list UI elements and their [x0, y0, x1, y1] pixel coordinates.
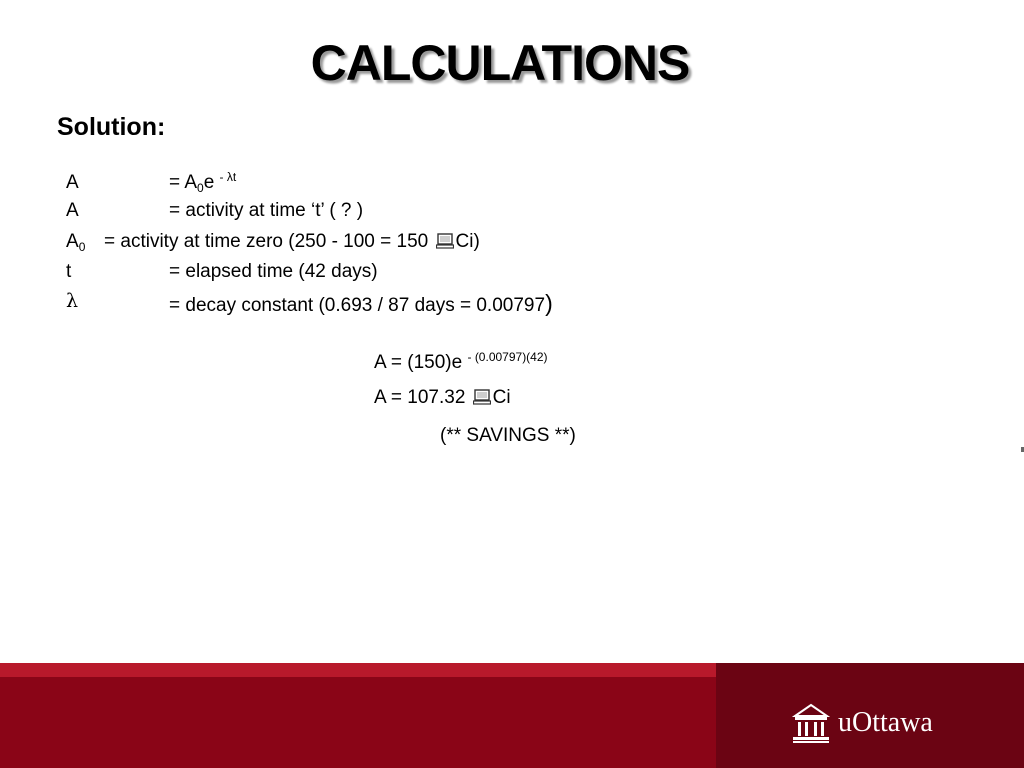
elapsed-definition: = elapsed time (42 days): [169, 261, 378, 282]
formula-subscript: 0: [197, 181, 204, 195]
result-main: A = (150)e: [374, 352, 463, 373]
decay-close: ): [545, 290, 553, 316]
decay-definition: [169, 290, 553, 317]
activity-zero-letter: A: [66, 231, 79, 252]
decay-symbol: λ: [66, 290, 79, 312]
savings-note: (** SAVINGS **): [440, 425, 576, 446]
computer-icon: [436, 233, 454, 249]
result-exponent: - (0.00797)(42): [467, 350, 548, 364]
formula-base: e: [203, 172, 215, 193]
activity-zero-subscript: 0: [78, 240, 86, 254]
formula-expression: [169, 172, 236, 194]
result-value: [374, 387, 511, 409]
formula-exponent: - λt: [219, 170, 237, 184]
building-icon: [792, 702, 830, 744]
activity-zero-definition: [104, 231, 480, 253]
elapsed-symbol: t: [66, 261, 72, 282]
logo-text: uOttawa: [838, 707, 933, 738]
computer-icon: [473, 389, 491, 405]
slide-title: CALCULATIONS: [310, 35, 690, 91]
activity-zero-text: = activity at time zero (250 - 100 = 150: [104, 231, 434, 252]
activity-symbol: A: [66, 200, 79, 221]
result-unit: Ci: [492, 387, 511, 408]
uottawa-logo: [792, 702, 933, 744]
result-value-text: A = 107.32: [374, 387, 471, 408]
activity-zero-unit: Ci): [455, 231, 480, 252]
result-equation: [374, 352, 548, 374]
activity-definition: = activity at time ‘t’ ( ? ): [169, 200, 364, 221]
formula-prefix: = A: [169, 172, 197, 193]
decay-text: = decay constant (0.693 / 87 days = 0.00797: [169, 295, 546, 316]
slide-subtitle: Solution:: [57, 113, 166, 141]
formula-symbol: A: [66, 172, 79, 193]
activity-zero-symbol: [66, 231, 85, 253]
